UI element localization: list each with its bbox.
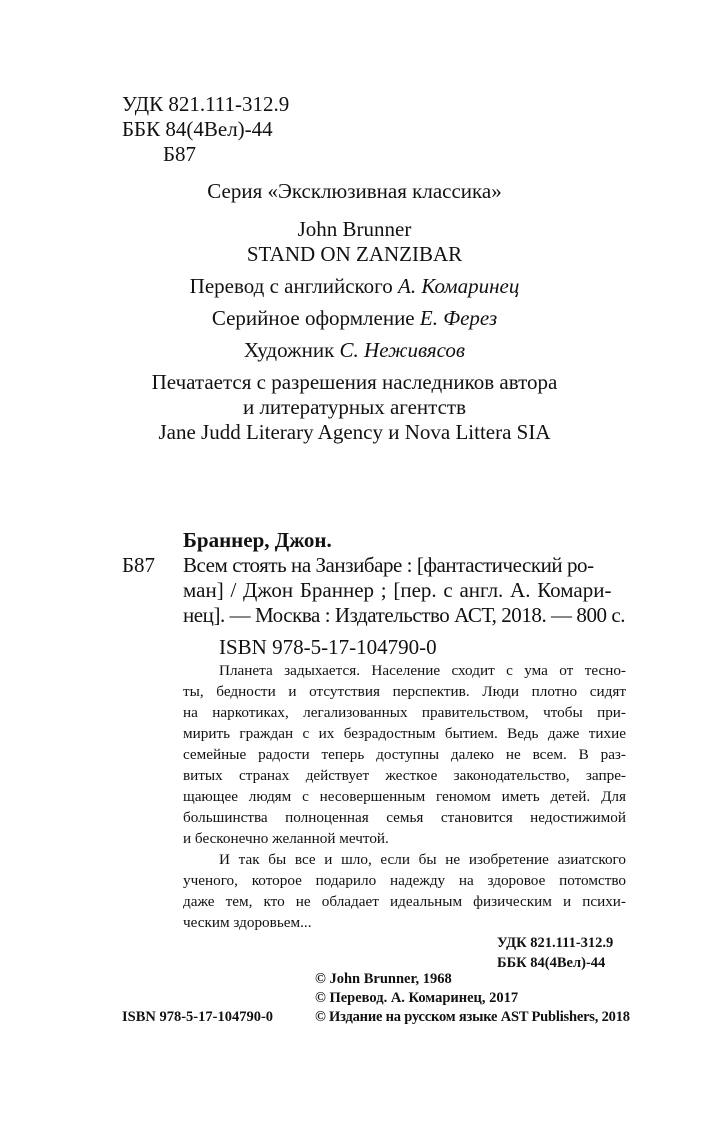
copyright-line: © Издание на русском языке AST Publishers, 2018 bbox=[315, 1009, 630, 1025]
catalog-line-2: ман] / Джон Браннер ; [пер. с англ. А. Комари- bbox=[183, 578, 612, 602]
artist-label: Художник bbox=[243, 338, 335, 362]
annotation-line: и бесконечно желанной мечтой. bbox=[183, 830, 389, 847]
catalog-heading: Браннер, Джон. bbox=[183, 528, 332, 552]
original-title: STAND ON ZANZIBAR bbox=[246, 242, 463, 266]
annotation-line: на наркотиках, легализованных правительством, чтобы при- bbox=[183, 704, 626, 721]
annotation-line: Планета задыхается. Население сходит с ума от тесно- bbox=[219, 662, 626, 679]
design-label: Серийное оформление bbox=[211, 306, 415, 330]
original-author: John Brunner bbox=[297, 217, 412, 241]
artist-credit bbox=[0, 338, 709, 363]
catalog-line-3: нец]. — Москва : Издательство АСТ, 2018. — 800 с. bbox=[183, 603, 626, 627]
translator-name: А. Комаринец bbox=[398, 274, 520, 298]
rights-line-1: Печатается с разрешения наследников автора bbox=[151, 370, 558, 394]
copyright-line: © Перевод. А. Комаринец, 2017 bbox=[315, 990, 519, 1006]
author-mark: Б87 bbox=[163, 142, 197, 166]
designer-name: Е. Ферез bbox=[419, 306, 498, 330]
annotation-line: большинства полноценная семья становится недостижимой bbox=[183, 809, 626, 826]
annotation-line: витых странах действует жесткое законодательство, запре- bbox=[183, 767, 626, 784]
series-title: Серия «Эксклюзивная классика» bbox=[207, 179, 502, 203]
catalog-isbn: ISBN 978-5-17-104790-0 bbox=[219, 635, 437, 659]
copyright-line: © John Brunner, 1968 bbox=[315, 971, 452, 987]
catalog-line-1: Всем стоять на Занзибаре : [фантастический ро- bbox=[183, 553, 594, 577]
footer-isbn: ISBN 978-5-17-104790-0 bbox=[122, 1009, 274, 1025]
bbk-code: ББК 84(4Вел)-44 bbox=[122, 117, 273, 141]
translation-credit bbox=[0, 274, 709, 299]
annotation-line: даже тем, кто не обладает идеальным физическим и психи- bbox=[183, 893, 626, 910]
design-credit bbox=[0, 306, 709, 331]
rights-line-2: и литературных агентств bbox=[242, 395, 467, 419]
artist-name: С. Неживясов bbox=[339, 338, 466, 362]
annotation-line: мирить граждан с их безрадостным бытием. Ведь даже тихие bbox=[183, 725, 626, 742]
udk-code: УДК 821.111-312.9 bbox=[122, 92, 290, 116]
annotation-line: И так бы все и шло, если бы не изобретение азиатского bbox=[219, 851, 626, 868]
annotation-line: щающее людям с несовершенным геномом иметь детей. Для bbox=[183, 788, 626, 805]
footer-udk: УДК 821.111-312.9 bbox=[497, 935, 614, 951]
catalog-mark: Б87 bbox=[122, 553, 156, 577]
rights-line-3: Jane Judd Literary Agency и Nova Littera SIA bbox=[158, 420, 551, 444]
annotation-line: ческим здоровьем... bbox=[183, 914, 312, 931]
footer-bbk: ББК 84(4Вел)-44 bbox=[497, 955, 606, 971]
annotation-line: ты, бедности и отсутствия перспектив. Люди плотно сидят bbox=[183, 683, 626, 700]
translation-label: Перевод с английского bbox=[189, 274, 393, 298]
annotation-line: ученого, которое подарило надежду на здоровое потомство bbox=[183, 872, 626, 889]
annotation-line: семейные радости теперь доступны далеко не всем. В раз- bbox=[183, 746, 626, 763]
